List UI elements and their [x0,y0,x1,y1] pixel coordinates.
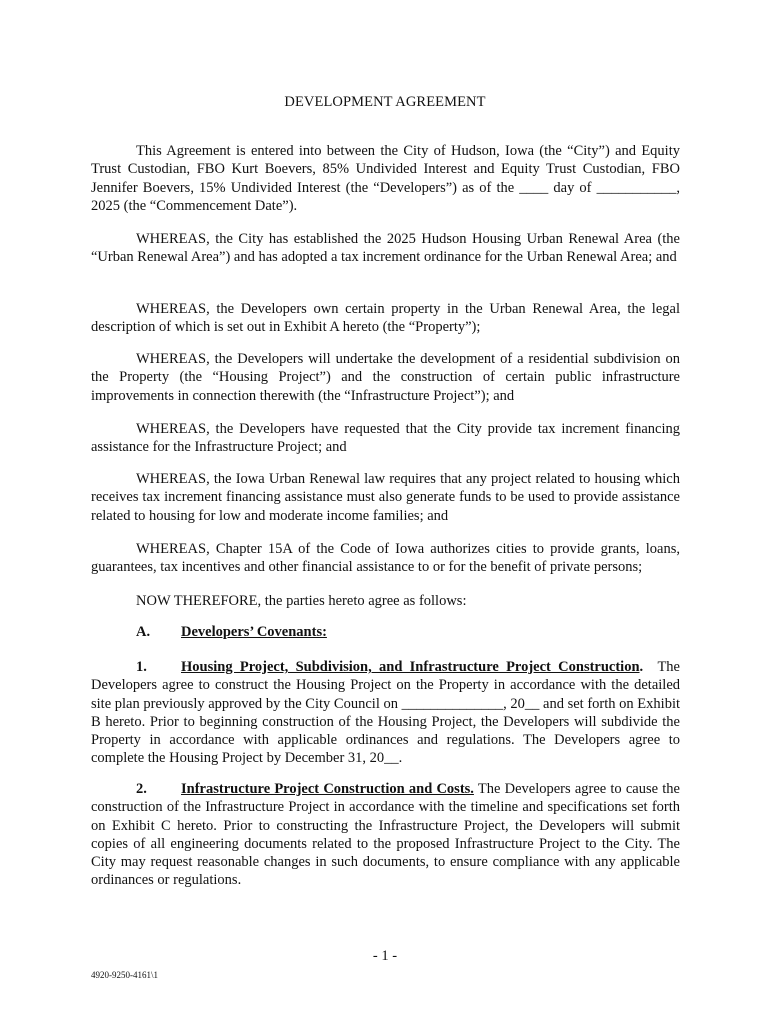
section-a-title: Developers’ Covenants: [181,624,327,640]
item-heading: Housing Project, Subdivision, and Infrastructure Project Construction [181,659,640,675]
whereas-paragraph: WHEREAS, the City has established the 2025 Hudson Housing Urban Renewal Area (the “Urban Renewal Area”) and has adopted a tax increment ordinance for the Urban Renewal Area; and [91,231,680,266]
document-id: 4920-9250-4161\1 [91,970,158,980]
section-a-heading [136,624,327,641]
page-number: - 1 - [372,948,398,964]
now-therefore-paragraph: NOW THEREFORE, the parties hereto agree as follows: [136,593,467,609]
intro-paragraph: This Agreement is entered into between the City of Hudson, Iowa (the “City”) and Equity Trust Custodian, FBO Kurt Boevers, 85% Undivided Interest and Equity Trust Custodian, FBO Jennifer Boevers, 15% Undivided Interest (the “Developers”) as of the ____ day of ___________, 2025 (the “Commencement Date”). [91,143,680,214]
document-title: DEVELOPMENT AGREEMENT [284,94,486,110]
item-body: The Developers agree to construct the Housing Project on the Property in accordance with the detailed site plan previously approved by the City Council on ______________, 20__ and set forth on Exhibit B hereto. Prior to beginning construction of the Housing Project, the Developers will subdivide the Property in accordance with applicable ordinances and regulations. The Developers agree to complete the Housing Project by December 31, 20__. [91,659,680,767]
item-number: 1. [136,659,147,675]
item-heading-suffix: . [639,659,644,675]
item-body: The Developers agree to cause the construction of the Infrastructure Project in accordance with the timeline and specifications set forth on Exhibit C hereto. Prior to constructing the Infrastructure Project, the Developers will submit copies of all engineering documents related to the proposed Infrastructure Project to the City. The City may request reasonable changes in such documents, to ensure compliance with any applicable ordinances or regulations. [91,781,680,889]
whereas-paragraph: WHEREAS, the Iowa Urban Renewal law requires that any project related to housing which receives tax increment financing assistance must also generate funds to be used to provide assistance related to housing for low and moderate income families; and [91,471,680,524]
item-heading: Infrastructure Project Construction and Costs. [181,781,474,797]
whereas-paragraph: WHEREAS, the Developers will undertake the development of a residential subdivision on the Property (the “Housing Project”) and the construction of certain public infrastructure improvements in connection therewith (the “Infrastructure Project”); and [91,351,680,404]
covenant-item-1 [91,658,680,768]
section-a-label: A. [136,624,151,640]
whereas-paragraph: WHEREAS, Chapter 15A of the Code of Iowa authorizes cities to provide grants, loans, guarantees, tax incentives and other financial assistance to or for the benefit of private persons; [91,541,680,576]
whereas-paragraph: WHEREAS, the Developers own certain property in the Urban Renewal Area, the legal description of which is set out in Exhibit A hereto (the “Property”); [91,301,680,336]
whereas-paragraph: WHEREAS, the Developers have requested that the City provide tax increment financing assistance for the Infrastructure Project; and [91,421,680,456]
covenant-item-2 [91,780,680,890]
item-number: 2. [136,781,147,797]
